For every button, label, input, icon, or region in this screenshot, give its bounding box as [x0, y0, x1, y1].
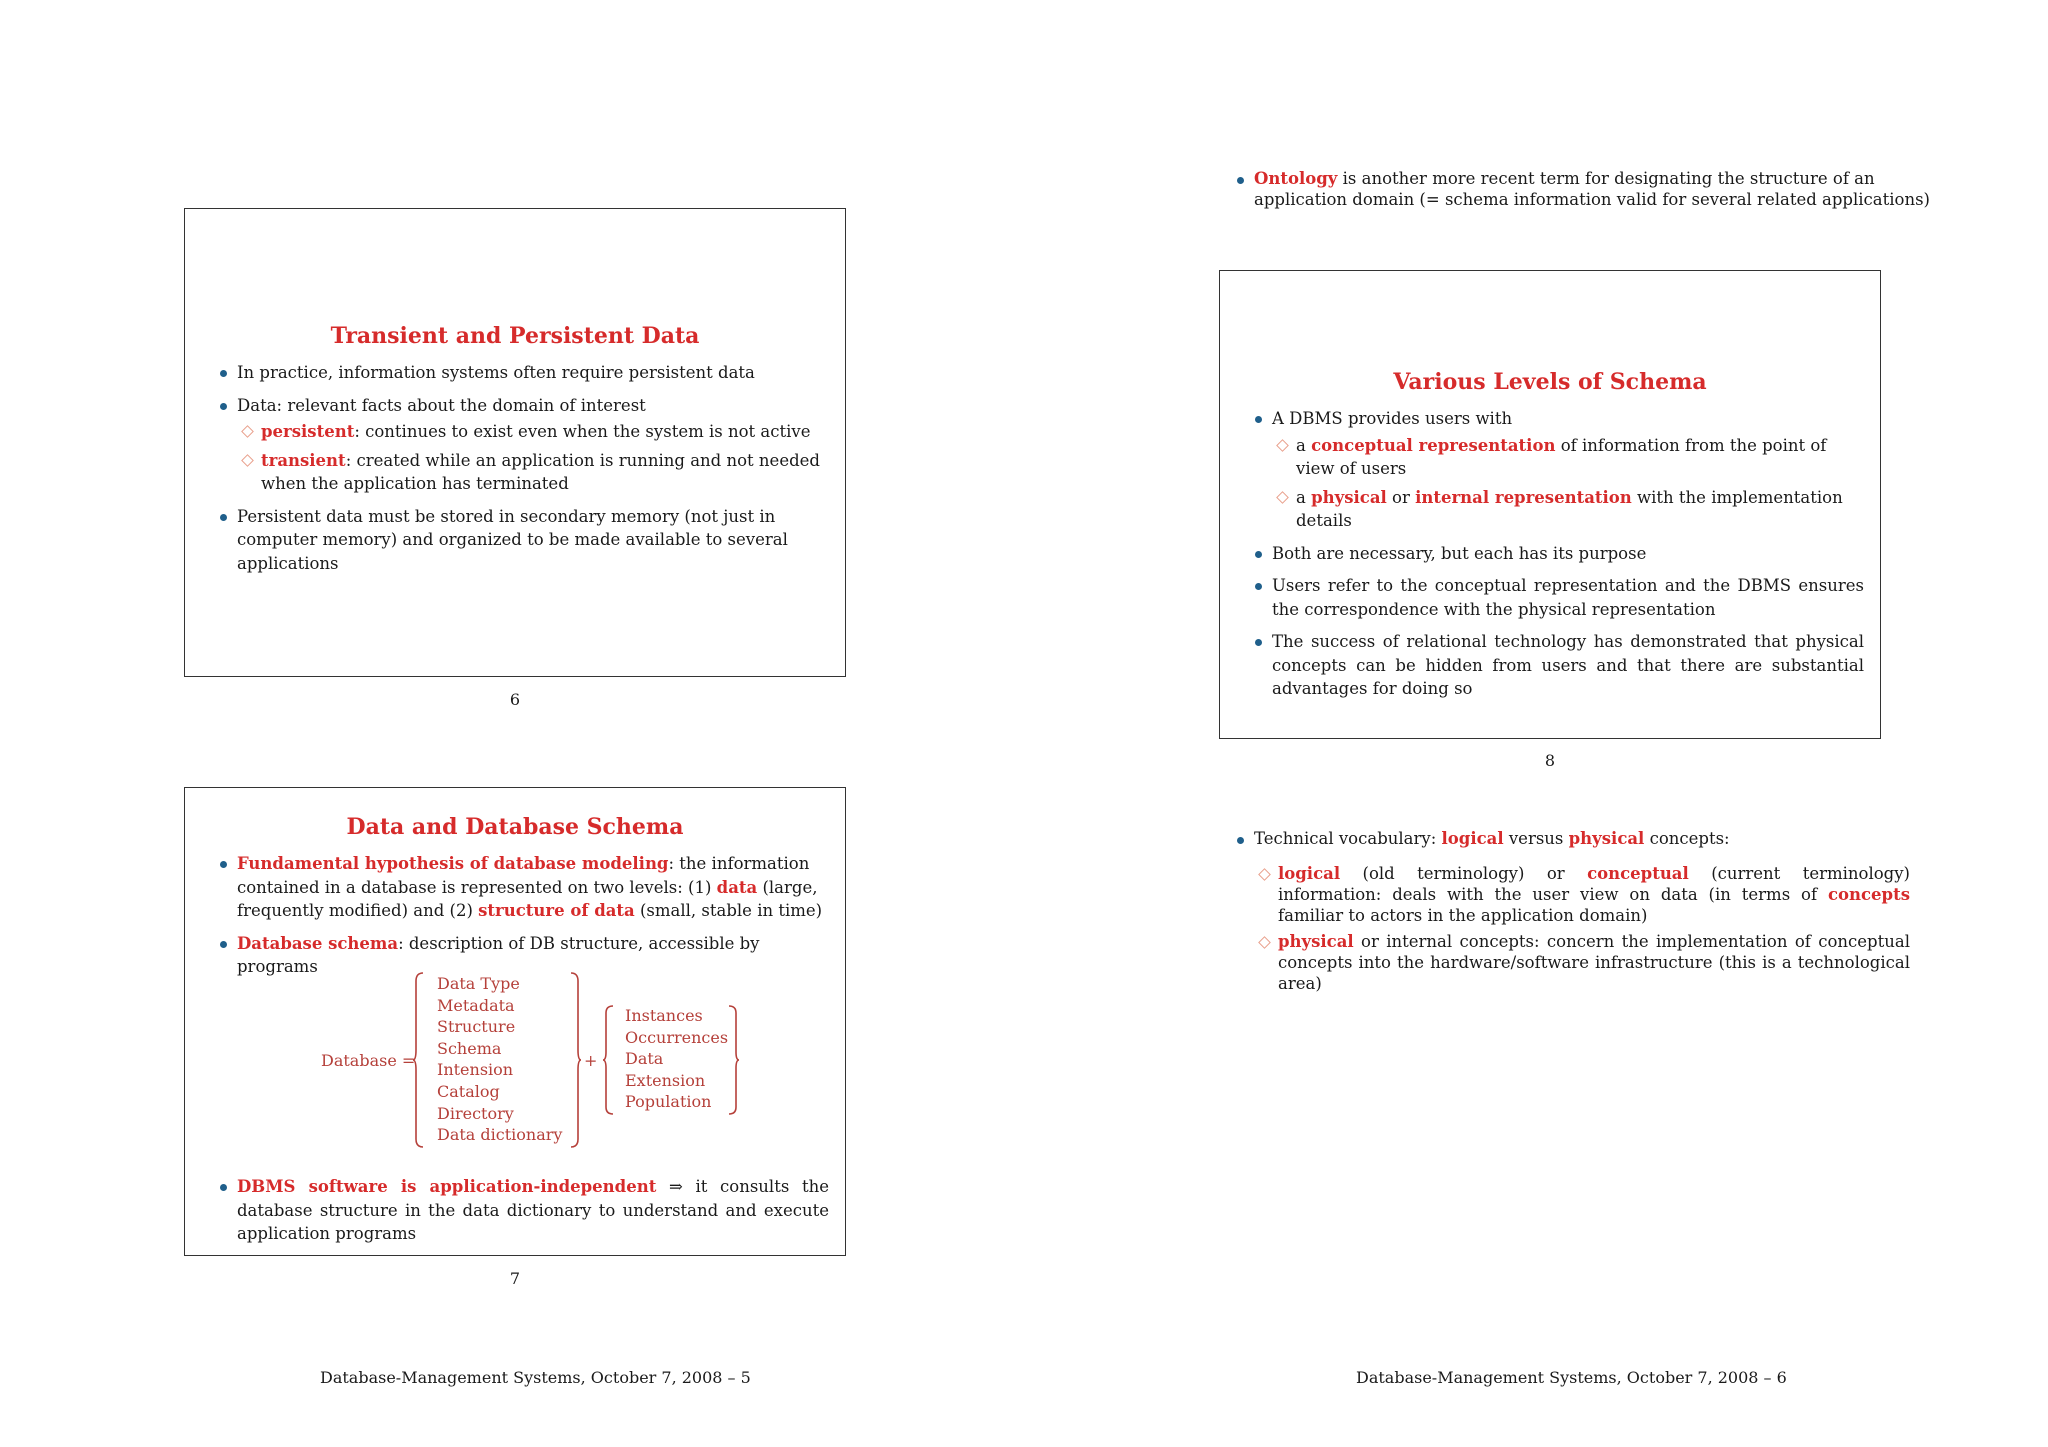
sub-item: logical (old terminology) or conceptual (current terminology) information: deals with the user view on data (in terms of concepts familiar to actors in the application domain) — [1254, 863, 1910, 926]
instance-term: Data — [625, 1049, 664, 1069]
bullet-list — [219, 852, 829, 988]
schema-term: Directory — [437, 1103, 514, 1123]
page-footer: Database-Management Systems, October 7, 2008 – 6 — [1356, 1368, 1787, 1387]
slide-title: Data and Database Schema — [346, 814, 684, 840]
slide-8 — [1219, 270, 1881, 739]
schema-term: Metadata — [437, 995, 515, 1015]
bullet-item: Users refer to the conceptual representation and the DBMS ensures the correspondence with the physical representation — [1254, 574, 1864, 621]
page-footer: Database-Management Systems, October 7, 2008 – 5 — [320, 1368, 751, 1387]
instance-term: Instances — [625, 1006, 703, 1025]
bullet-item: Fundamental hypothesis of database modeling: the information contained in a database is represented on two levels: (1) data (large, frequently modified) and (2) structure of data (small, stable in time) — [219, 852, 829, 923]
right-brace-icon — [727, 1005, 739, 1115]
schema-term: Data Type — [437, 974, 520, 993]
database-label: Database = — [321, 1051, 416, 1070]
instance-term: Population — [625, 1092, 712, 1112]
slide-number: 8 — [1544, 751, 1556, 770]
bullet-item: Ontology is another more recent term for designating the structure of an application domain (= schema information valid for several related applications) — [1236, 168, 1936, 210]
slide-number: 7 — [509, 1269, 521, 1288]
sub-item: transient: created while an application is running and not needed when the application has terminated — [237, 449, 829, 496]
slide-title: Transient and Persistent Data — [330, 323, 700, 349]
sub-list — [1254, 863, 1910, 994]
schema-term: Structure — [437, 1017, 516, 1037]
vocab-note — [1236, 828, 1910, 1003]
bullet-item: The success of relational technology has demonstrated that physical concepts can be hidden from users and that there are substantial advantages for doing so — [1254, 630, 1864, 701]
sub-list — [237, 420, 829, 496]
plus-sign: + — [584, 1051, 598, 1070]
slide-6 — [184, 208, 846, 677]
bullet-item: Database schema: description of DB structure, accessible by programs — [219, 932, 829, 979]
schema-term: Data dictionary — [437, 1125, 563, 1145]
slide-number: 6 — [509, 690, 521, 709]
instance-term: Extension — [625, 1070, 706, 1090]
right-brace-icon — [569, 972, 581, 1148]
right-page — [1024, 0, 2048, 1447]
bullet-list — [219, 361, 829, 584]
sub-item: physical or internal concepts: concern the implementation of conceptual concepts into the hardware/software infrastructure (this is a technological area) — [1254, 931, 1910, 994]
top-note — [1236, 168, 1936, 219]
sub-list — [1272, 434, 1864, 533]
bullet-item: Data: relevant facts about the domain of interest persistent: continues to exist even when the system is not active transient: created while an application is running and not needed when the application has terminated — [219, 394, 829, 496]
schema-terms — [437, 973, 562, 1146]
schema-term: Catalog — [437, 1081, 500, 1101]
instance-terms — [625, 1005, 728, 1113]
bullet-item: DBMS software is application-independent ⇒ it consults the database structure in the data dictionary to understand and execute application programs — [219, 1175, 829, 1246]
bullet-item: In practice, information systems often require persistent data — [219, 361, 829, 385]
database-equation — [185, 972, 847, 1152]
sub-item: persistent: continues to exist even when the system is not active — [237, 420, 829, 444]
instance-term: Occurrences — [625, 1027, 729, 1047]
slide-title: Various Levels of Schema — [1393, 369, 1707, 395]
bullet-item: A DBMS provides users with a conceptual representation of information from the point of view of users a physical or internal representation with the implementation details — [1254, 407, 1864, 533]
left-brace-icon — [603, 1005, 615, 1115]
schema-term: Intension — [437, 1060, 514, 1080]
slide-7 — [184, 787, 846, 1256]
bullet-list — [219, 1175, 829, 1255]
bullet-item: Persistent data must be stored in secondary memory (not just in computer memory) and organized to be made available to several applications — [219, 505, 829, 576]
bullet-item: Technical vocabulary: logical versus physical concepts: logical (old terminology) or conceptual (current terminology) information: deals with the user view on data (in terms of concepts familiar to actors in the application domain) physical or internal concepts: concern the implementation of conceptual concepts into the hardware/software infrastructure (this is a technological area) — [1236, 828, 1910, 994]
sub-item: a physical or internal representation with the implementation details — [1272, 486, 1864, 533]
bullet-item: Both are necessary, but each has its purpose — [1254, 542, 1864, 566]
left-brace-icon — [413, 972, 425, 1148]
sub-item: a conceptual representation of information from the point of view of users — [1272, 434, 1864, 481]
schema-term: Schema — [437, 1038, 502, 1058]
bullet-list — [1254, 407, 1864, 710]
